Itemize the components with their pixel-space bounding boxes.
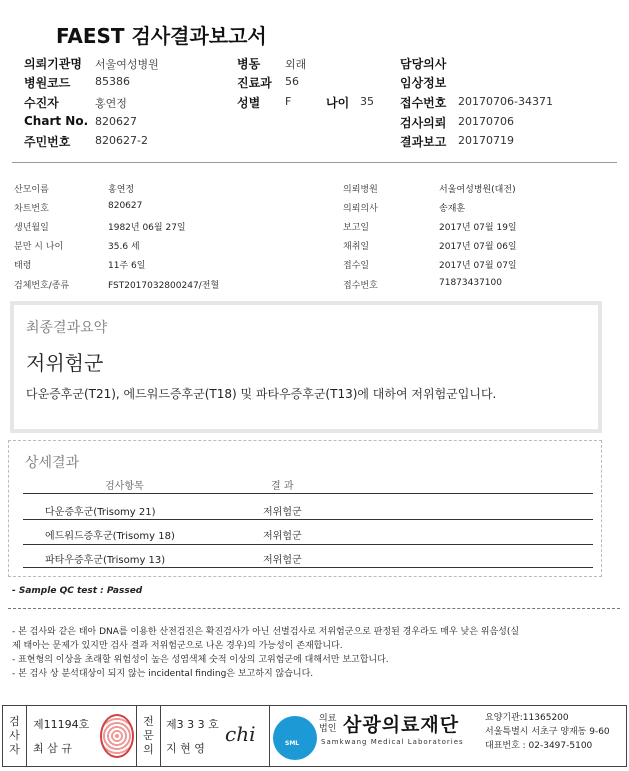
dept-label: 진료과	[237, 76, 272, 90]
specimen-label: 검체번호/종류	[14, 281, 70, 291]
table-row-result: 저위험군	[263, 531, 302, 542]
table-rule	[23, 493, 593, 494]
hospital-code-label: 병원코드	[24, 76, 71, 90]
report-date-label: 보고일	[343, 223, 370, 233]
specialist-label-cell	[137, 706, 161, 766]
final-result-box	[10, 301, 602, 433]
org-name: 삼광의료재단	[343, 714, 460, 736]
recipient-label: 수진자	[24, 96, 59, 110]
reported-label: 결과보고	[400, 135, 447, 149]
ward-value: 외래	[285, 58, 307, 71]
doctor-label: 담당의사	[400, 57, 447, 71]
specimen-value: FST2017032800247/전혈	[108, 281, 220, 291]
notes-divider	[8, 608, 620, 609]
detail-result-box	[8, 440, 602, 577]
signature-footer	[2, 705, 627, 767]
table-rule	[23, 544, 593, 545]
request-hospital-value: 서울여성병원(대전)	[439, 185, 516, 195]
examiner-name: 최 삼 규	[33, 742, 72, 755]
birth-label: 생년월일	[14, 223, 49, 233]
mother-name-value: 홍연정	[108, 185, 135, 195]
org-prefix	[319, 714, 336, 734]
clinical-info-label: 임상정보	[400, 76, 447, 90]
official-seal-icon	[100, 714, 134, 758]
specialist-license-no: 제3 3 3 호	[166, 718, 219, 731]
chart-value: 820627	[108, 201, 143, 211]
requested-label: 검사의뢰	[400, 116, 447, 130]
header-divider	[12, 162, 617, 163]
hospital-code-value: 85386	[95, 75, 130, 88]
final-result-value: 저위험군	[26, 351, 104, 375]
note-line: 제 태아는 문제가 있지만 검사 결과 저위험군으로 나온 경우)의 가능성이 존재합니다.	[12, 641, 343, 651]
report-title: FAEST 검사결과보고서	[56, 24, 267, 48]
table-rule	[23, 519, 593, 520]
receipt-number-label: 접수번호	[343, 281, 378, 291]
receipt-value: 20170706-34371	[458, 95, 553, 108]
examiner-label-char: 사	[9, 729, 20, 742]
examiner-label-char: 검	[9, 715, 20, 728]
table-row-result: 저위험군	[263, 507, 302, 518]
examiner-license-no: 제11194호	[33, 718, 90, 731]
detail-result-heading: 상세결과	[25, 455, 80, 471]
recipient-value: 홍연정	[95, 97, 127, 110]
footer-divider	[269, 706, 270, 766]
report-date-value: 2017년 07월 19일	[439, 223, 517, 233]
contact-code: 요양기관:11365200	[485, 713, 569, 723]
dept-value: 56	[285, 75, 299, 88]
examiner-label-cell	[3, 706, 27, 766]
note-line: - 본 검사 상 분석대상이 되지 않는 incidental finding은 보고하지 않습니다.	[12, 669, 314, 679]
table-row-result: 저위험군	[263, 555, 302, 566]
final-result-heading: 최종결과요약	[26, 320, 108, 336]
note-line: - 본 검사와 같은 태아 DNA를 이용한 산전검진은 확진검사가 아닌 선별검사로 저위험군으로 판정된 경우라도 매우 낮은 위음성(실	[12, 627, 520, 637]
specialist-label-char: 문	[143, 729, 154, 742]
note-line: - 표현형의 이상을 초래할 위험성이 높은 성염색체 숫적 이상의 고위험군에 대해서만 보고합니다.	[12, 655, 389, 665]
chart-no-label: Chart No.	[24, 114, 89, 128]
table-row-item: 파타우증후군(Trisomy 13)	[45, 555, 166, 566]
requested-value: 20170706	[458, 115, 514, 128]
receipt-date-label: 접수일	[343, 261, 370, 271]
org-prefix-line: 의료	[319, 714, 337, 724]
table-rule	[23, 567, 593, 568]
resident-no-label: 주민번호	[24, 135, 71, 149]
delivery-age-value: 35.6 세	[108, 242, 140, 252]
sample-qc-note: - Sample QC test : Passed	[12, 586, 143, 596]
table-row-item: 에드워드증후군(Trisomy 18)	[45, 531, 175, 542]
sex-label: 성별	[237, 96, 261, 110]
gestational-age-value: 11주 6일	[108, 261, 146, 271]
sex-value: F	[285, 95, 292, 108]
institution-value: 서울여성병원	[95, 58, 159, 71]
gestational-age-label: 태령	[14, 261, 32, 271]
draw-date-label: 채취일	[343, 242, 370, 252]
contact-phone: 대표번호 : 02-3497-5100	[485, 741, 593, 751]
chart-no-value: 820627	[95, 115, 137, 128]
table-row-item: 다운증후군(Trisomy 21)	[45, 507, 156, 518]
age-value: 35	[360, 95, 374, 108]
ward-label: 병동	[237, 57, 261, 71]
examiner-label-char: 자	[9, 743, 20, 756]
org-prefix-line: 법인	[319, 724, 337, 734]
specialist-label-char: 의	[143, 743, 154, 756]
receipt-label: 접수번호	[400, 96, 447, 110]
request-hospital-label: 의뢰병원	[343, 185, 378, 195]
draw-date-value: 2017년 07월 06일	[439, 242, 517, 252]
sml-logo-text: SML	[285, 740, 300, 747]
institution-label: 의뢰기관명	[24, 57, 82, 71]
resident-no-value: 820627-2	[95, 134, 148, 147]
receipt-date-value: 2017년 07월 07일	[439, 261, 517, 271]
specialist-label-char: 전	[143, 715, 154, 728]
org-english-name: Samkwang Medical Laboratories	[321, 738, 464, 746]
column-header-item: 검사항목	[105, 481, 144, 492]
request-doctor-label: 의뢰의사	[343, 204, 378, 214]
delivery-age-label: 분만 시 나이	[14, 242, 64, 252]
sml-logo-icon	[273, 716, 317, 760]
final-result-description: 다운증후군(T21), 에드워드증후군(T18) 및 파타우증후군(T13)에 대하여 저위험군입니다.	[26, 387, 497, 401]
specialist-name: 지 현 영	[166, 742, 205, 755]
column-header-result: 결 과	[271, 481, 294, 492]
org-contact	[485, 711, 610, 753]
chart-label: 차트번호	[14, 204, 49, 214]
reported-value: 20170719	[458, 134, 514, 147]
request-doctor-value: 송재훈	[439, 204, 466, 214]
receipt-number-value: 71873437100	[439, 278, 502, 288]
contact-address: 서울특별시 서초구 양재동 9-60	[485, 727, 610, 737]
mother-name-label: 산모이름	[14, 185, 49, 195]
birth-value: 1982년 06월 27일	[108, 223, 186, 233]
signature-icon: chi	[225, 722, 256, 746]
age-label: 나이	[326, 96, 350, 110]
